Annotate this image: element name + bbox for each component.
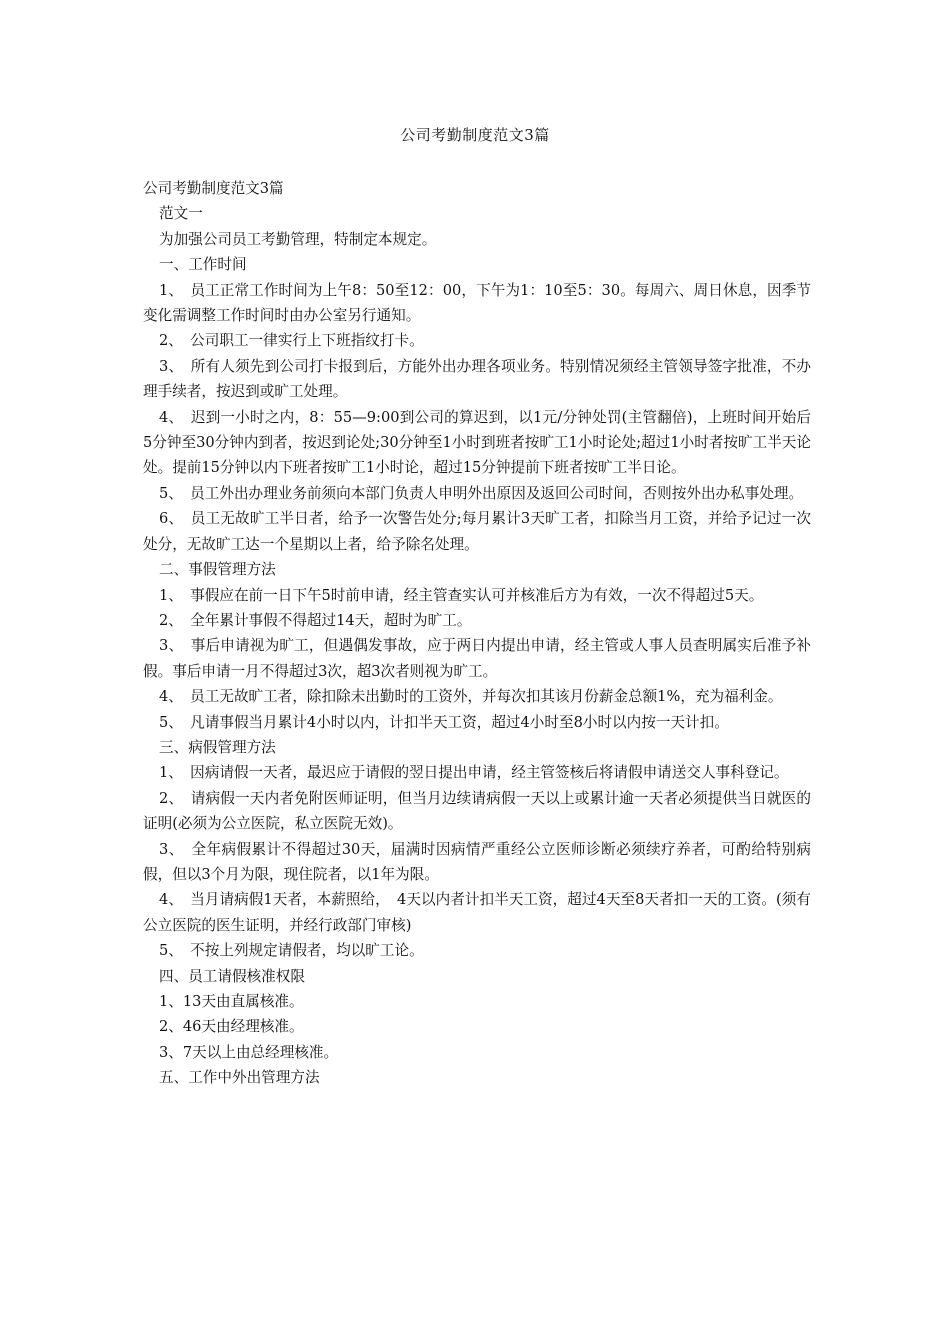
paragraph: 6、 员工无故旷工半日者，给予一次警告处分;每月累计3天旷工者，扣除当月工资，并给予记过一次处分，无故旷工达一个星期以上者，给予除名处理。 — [143, 510, 811, 553]
paragraph: 3、 所有人须先到公司打卡报到后，方能外出办理各项业务。特别情况须经主管领导签字批准，不办理手续者，按迟到或旷工处理。 — [143, 357, 811, 401]
paragraph: 3、 全年病假累计不得超过30天，届满时因病情严重经公立医师诊断必须续疗养者，可酌给特别病假，但以3个月为限，现住院者，以1年为限。 — [143, 840, 811, 883]
paragraph: 1、 事假应在前一日下午5时前申请，经主管查实认可并核准后方为有效，一次不得超过5天。 — [159, 586, 764, 604]
paragraph: 二、事假管理方法 — [159, 561, 276, 579]
paragraph: 5、 员工外出办理业务前须向本部门负责人申明外出原因及返回公司时间，否则按外出办私事处理。 — [159, 484, 804, 502]
paragraph: 范文一 — [159, 205, 203, 223]
paragraph: 一、工作时间 — [159, 256, 247, 274]
paragraph: 1、13天由直属核准。 — [159, 993, 304, 1010]
paragraph: 五、工作中外出管理方法 — [159, 1069, 320, 1087]
paragraph: 三、病假管理方法 — [159, 738, 276, 756]
document-title: 公司考勤制度范文3篇 — [400, 126, 550, 144]
paragraph: 2、 请病假一天内者免附医师证明，但当月边续请病假一天以上或累计逾一天者必须提供当日就医的证明(必须为公立医院，私立医院无效)。 — [143, 789, 811, 833]
paragraph: 3、 事后申请视为旷工，但遇偶发事故，应于两日内提出申请，经主管或人事人员查明属实后准予补假。事后申请一月不得超过3次，超3次者则视为旷工。 — [143, 637, 811, 680]
paragraph: 5、 不按上列规定请假者，均以旷工论。 — [159, 942, 424, 960]
paragraph: 2、 全年累计事假不得超过14天，超时为旷工。 — [159, 611, 472, 629]
paragraph: 公司考勤制度范文3篇 — [143, 180, 284, 197]
paragraph: 1、 因病请假一天者，最迟应于请假的翌日提出申请，经主管签核后将请假申请送交人事科登记。 — [159, 764, 789, 782]
paragraph: 4、 迟到一小时之内，8：55—9:00到公司的算迟到，以1元/分钟处罚(主管翻倍)，上班时间开始后5分钟至30分钟内到者，按迟到论处;30分钟至1小时到班者按旷工1小时论处;超过1小时者按旷工半天论处。提前15分钟以内下班者按旷工1小时论，超过15分钟提前下班者按旷工半日论。 — [143, 408, 811, 477]
paragraph: 3、7天以上由总经理核准。 — [159, 1043, 339, 1061]
paragraph: 4、 当月请病假1天者，本薪照给， 4天以内者计扣半天工资，超过4天至8天者扣一天的工资。(须有公立医院的医生证明，并经行政部门审核) — [143, 891, 811, 934]
paragraph: 4、 员工无故旷工者，除扣除未出勤时的工资外，并每次扣其该月份薪金总额1%，充为福利金。 — [159, 688, 783, 706]
document-body — [143, 176, 811, 1091]
paragraph: 为加强公司员工考勤管理，特制定本规定。 — [159, 230, 437, 248]
paragraph: 2、 公司职工一律实行上下班指纹打卡。 — [159, 332, 424, 350]
paragraph: 5、 凡请事假当月累计4小时以内，计扣半天工资，超过4小时至8小时以内按一天计扣。 — [159, 713, 729, 731]
paragraph: 2、46天由经理核准。 — [159, 1018, 304, 1036]
paragraph: 四、员工请假核准权限 — [159, 967, 305, 985]
paragraph: 1、 员工正常工作时间为上午8：50至12：00，下午为1：10至5：30。每周六、周日休息，因季节变化需调整工作时间时由办公室另行通知。 — [143, 281, 811, 325]
